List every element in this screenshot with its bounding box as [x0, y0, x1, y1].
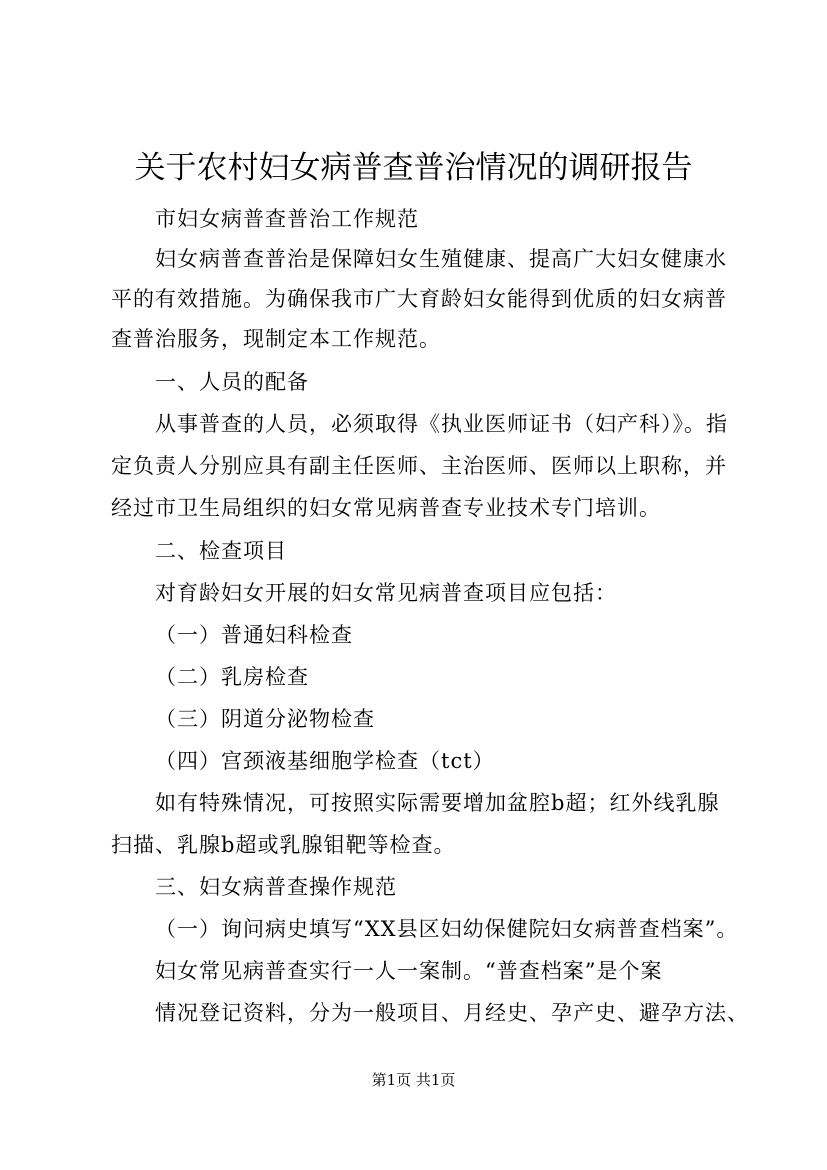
list-item: （三）阴道分泌物检查: [155, 707, 375, 731]
section-heading: 三、妇女病普查操作规范: [155, 875, 397, 899]
paragraph-line: 平的有效措施。为确保我市广大育龄妇女能得到优质的妇女病普: [111, 287, 727, 311]
paragraph-line: 如有特殊情况，可按照实际需要增加盆腔b超；红外线乳腺: [155, 791, 720, 815]
paragraph-line: 情况登记资料，分为一般项目、月经史、孕产史、避孕方法、: [155, 1001, 749, 1025]
paragraph-line: 市妇女病普查普治工作规范: [155, 207, 419, 231]
paragraph-line: 经过市卫生局组织的妇女常见病普查专业技术专门培训。: [111, 496, 661, 520]
list-item: （二）乳房检查: [155, 665, 309, 689]
document-title: 关于农村妇女病普查普治情况的调研报告: [134, 150, 693, 186]
paragraph-line: 查普治服务，现制定本工作规范。: [111, 327, 441, 351]
section-heading: 二、检查项目: [155, 539, 287, 563]
paragraph-line: 定负责人分别应具有副主任医师、主治医师、医师以上职称，并: [111, 454, 727, 478]
page-footer: 第1页 共1页: [371, 1071, 456, 1089]
paragraph-line: （一）询问病史填写“XX县区妇幼保健院妇女病普查档案”。: [155, 917, 739, 941]
paragraph-line: 从事普查的人员，必须取得《执业医师证书（妇产科）》。指: [155, 412, 728, 436]
paragraph-line: 扫描、乳腺b超或乳腺钼靶等检查。: [111, 833, 456, 857]
section-heading: 一、人员的配备: [155, 370, 309, 394]
list-item: （四）宫颈液基细胞学检查（tct）: [155, 749, 495, 773]
paragraph-line: 对育龄妇女开展的妇女常见病普查项目应包括：: [155, 581, 617, 605]
list-item: （一）普通妇科检查: [155, 623, 353, 647]
paragraph-line: 妇女常见病普查实行一人一案制。“普查档案”是个案: [155, 959, 663, 983]
paragraph-line: 妇女病普查普治是保障妇女生殖健康、提高广大妇女健康水: [155, 247, 727, 271]
